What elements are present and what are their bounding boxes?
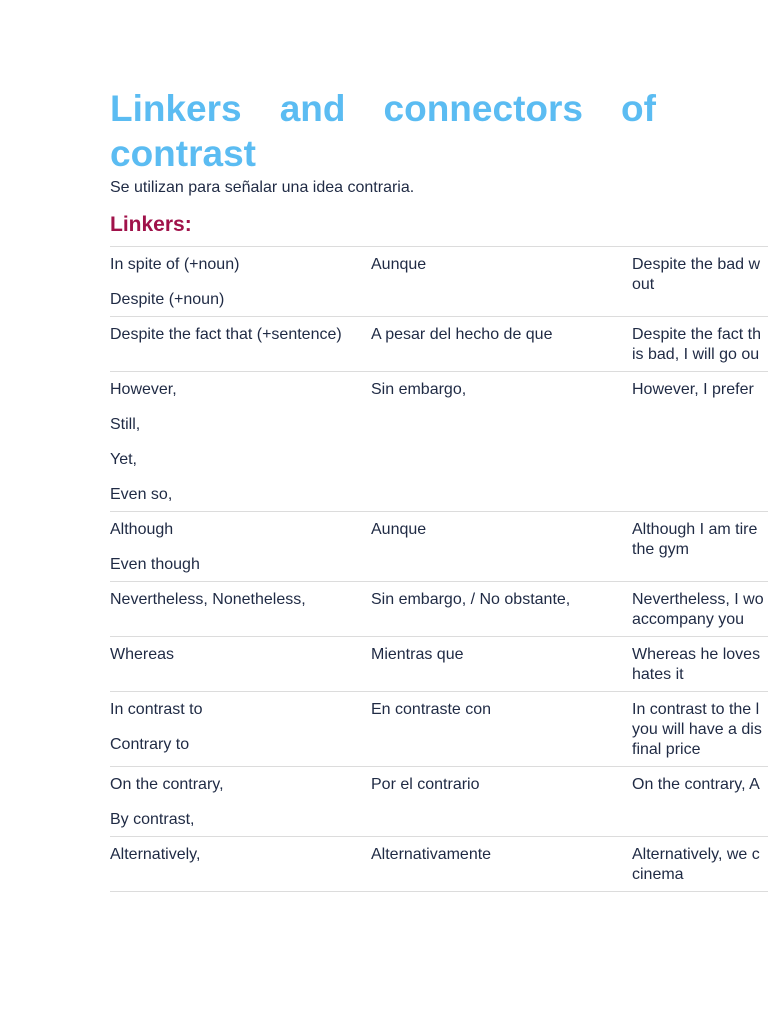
linker-term: Whereas [110,646,175,663]
linker-cell [110,769,371,830]
linker-cell [110,319,371,365]
table-row [110,372,768,512]
spanish-translation: En contraste con [371,701,492,718]
linker-term: Alternatively, [110,846,201,863]
linker-term: Even though [110,556,200,573]
example-sentence: Alternatively, we c cinema [632,846,760,883]
table-row [110,247,768,317]
spanish-cell [371,514,632,575]
spanish-cell [371,374,632,505]
linker-cell [110,374,371,505]
linker-term: Yet, [110,451,137,468]
document-page [110,86,768,892]
example-sentence: Whereas he loves hates it [632,646,761,683]
spanish-cell [371,839,632,885]
spanish-cell [371,249,632,310]
subtitle: Se utilizan para señalar una idea contraria. [110,179,415,196]
spanish-translation: Por el contrario [371,776,480,793]
spanish-cell [371,639,632,685]
linker-term: Contrary to [110,736,190,753]
linker-term: Although [110,521,174,538]
example-cell [632,584,768,630]
section-heading: Linkers: [110,213,192,236]
table-row [110,637,768,692]
title-word: and [279,88,346,129]
spanish-translation: Alternativamente [371,846,492,863]
linker-term: Despite the fact that (+sentence) [110,326,342,343]
linkers-table [110,246,768,892]
example-cell [632,249,768,310]
linker-cell [110,639,371,685]
example-cell [632,839,768,885]
spanish-translation: Sin embargo, / No obstante, [371,591,571,608]
example-sentence: Despite the fact th is bad, I will go ou [632,326,761,363]
example-sentence: Although I am tire the gym [632,521,758,558]
example-cell [632,769,768,830]
linker-term: On the contrary, [110,776,224,793]
linker-term: In contrast to [110,701,203,718]
spanish-translation: A pesar del hecho de que [371,326,553,343]
table-row [110,512,768,582]
linker-cell [110,694,371,760]
linker-cell [110,584,371,630]
table-row [110,317,768,372]
example-sentence: Nevertheless, I wo accompany you [632,591,764,628]
linker-term: Nevertheless, Nonetheless, [110,591,306,608]
example-cell [632,694,768,760]
table-row [110,837,768,892]
title-word: connectors [383,88,583,129]
linker-term: Still, [110,416,141,433]
example-sentence: On the contrary, A [632,776,760,793]
title-line-2: contrast [110,133,256,174]
linker-term: By contrast, [110,811,195,828]
example-cell [632,514,768,575]
example-sentence: Despite the bad w out [632,256,761,293]
linker-term: However, [110,381,177,398]
example-cell [632,319,768,365]
table-row [110,692,768,767]
page-title [110,86,656,176]
example-sentence: In contrast to the l you will have a dis final price [632,701,762,758]
spanish-translation: Mientras que [371,646,464,663]
title-word: Linkers [110,88,242,129]
linker-term: In spite of (+noun) [110,256,240,273]
table-row [110,767,768,837]
linker-term: Even so, [110,486,173,503]
example-sentence: However, I prefer [632,381,754,398]
spanish-cell [371,769,632,830]
spanish-translation: Sin embargo, [371,381,467,398]
linker-cell [110,249,371,310]
spanish-translation: Aunque [371,521,427,538]
table-row [110,582,768,637]
spanish-cell [371,694,632,760]
title-word: of [621,88,656,129]
example-cell [632,639,768,685]
spanish-translation: Aunque [371,256,427,273]
example-cell [632,374,768,505]
linker-cell [110,839,371,885]
spanish-cell [371,584,632,630]
title-line-1 [110,86,656,131]
linker-cell [110,514,371,575]
linker-term: Despite (+noun) [110,291,225,308]
spanish-cell [371,319,632,365]
